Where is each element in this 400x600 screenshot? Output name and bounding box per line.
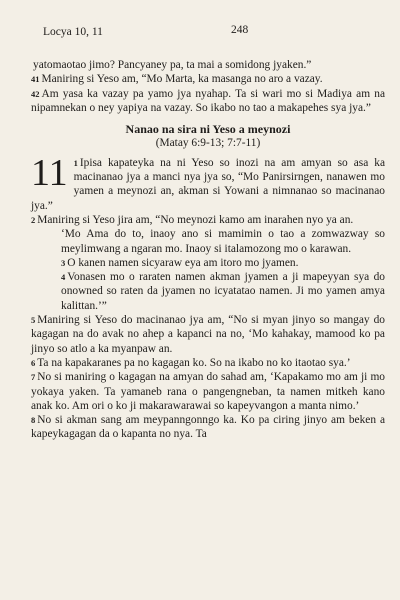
verse-number: 8 — [31, 415, 36, 426]
verse-number: 42 — [31, 88, 40, 99]
section-heading: Nanao na sira ni Yeso a meynozi — [125, 122, 291, 137]
verse-paragraph: 2 Maniring si Yeso jira am, “No meynozi kamo am inarahen nyo ya an. — [31, 213, 354, 226]
verse-paragraph: 8 No si akman sang am meypanngonngo ka. Ko pa ciring jinyo am beken a kapeykagagan da o kapanta no nya. Ta — [31, 414, 385, 441]
verse-number: 2 — [31, 214, 36, 225]
verse-number: 1 — [73, 157, 78, 168]
verse-number: 3 — [61, 257, 66, 268]
verse-paragraph: 6 Ta na kapakaranes pa no kagagan ko. So na ikabo no ko itaotao sya.’ — [31, 356, 351, 369]
section-crossref: (Matay 6:9-13; 7:7-11) — [155, 137, 261, 150]
body-text — [31, 58, 385, 442]
chapter-opening-paragraph: 11 1 Ipisa kapateyka na ni Yeso so inozi na am amyan so asa ka macinanao jya a manci nya jya so, “Mo Panirsirngen, nanawen mo yamen a meynozi an, akman si Yowani a nimnanao so macinanao jya.” — [31, 151, 385, 212]
verse-number: 4 — [61, 272, 66, 283]
verse-number: 5 — [31, 315, 36, 326]
verse-number: 7 — [31, 372, 36, 383]
prayer-line: 3 O kanen namen sicyaraw eya am itoro mo jyamen. — [61, 256, 299, 269]
running-reference: Locya 10, 11 — [43, 26, 103, 38]
verse-number: 41 — [31, 74, 40, 85]
verse-paragraph: 41 Maniring si Yeso am, “Mo Marta, ka masanga no aro a vazay. — [31, 73, 323, 86]
prayer-line: ‘Mo Ama do to, inaoy ano si mamimin o tao a zomwazway so meylimwang a ngaran mo. Inaoy si italamozong mo o karawan. — [61, 228, 385, 255]
verse-number: 6 — [31, 357, 36, 368]
running-header — [31, 20, 385, 36]
verse-paragraph: yatomaotao jimo? Pancyaney pa, ta mai a somidong jyaken.” — [33, 59, 312, 71]
page-number: 248 — [231, 24, 249, 36]
prayer-line: 4 Vonasen mo o raraten namen akman jyamen a ji mapeyyan sya do onowned so raten da jyamen no icyatatao namen. Ji mo yamen amya kalittan.’” — [61, 271, 385, 312]
verse-paragraph: 42 Am yasa ka vazay pa yamo jya nyahap. Ta si wari mo si Madiya am na nipamnekan o ney yapiya na vazay. So ikabo no tao a makapehes sya jya.” — [31, 87, 385, 114]
verse-paragraph: 5 Maniring si Yeso do macinanao jya am, “No si myan jinyo so mangay do kagagan na do avak no ahep a kapanci na no, ‘Mo kahakay, mamood ko pa jinyo so atlo a ka myanpaw an. — [31, 314, 385, 355]
verse-paragraph: 7 No si maniring o kagagan na amyan do sahad am, ‘Kapakamo mo am ji mo yokaya yaken. Ta yamaneb rana o pangengneban, ta namen mitkeh kano anak ko. Am ori o ko ji makarawarawai so kapeyvangon a manta nimo.’ — [31, 371, 385, 412]
chapter-number: 11 — [31, 151, 68, 194]
